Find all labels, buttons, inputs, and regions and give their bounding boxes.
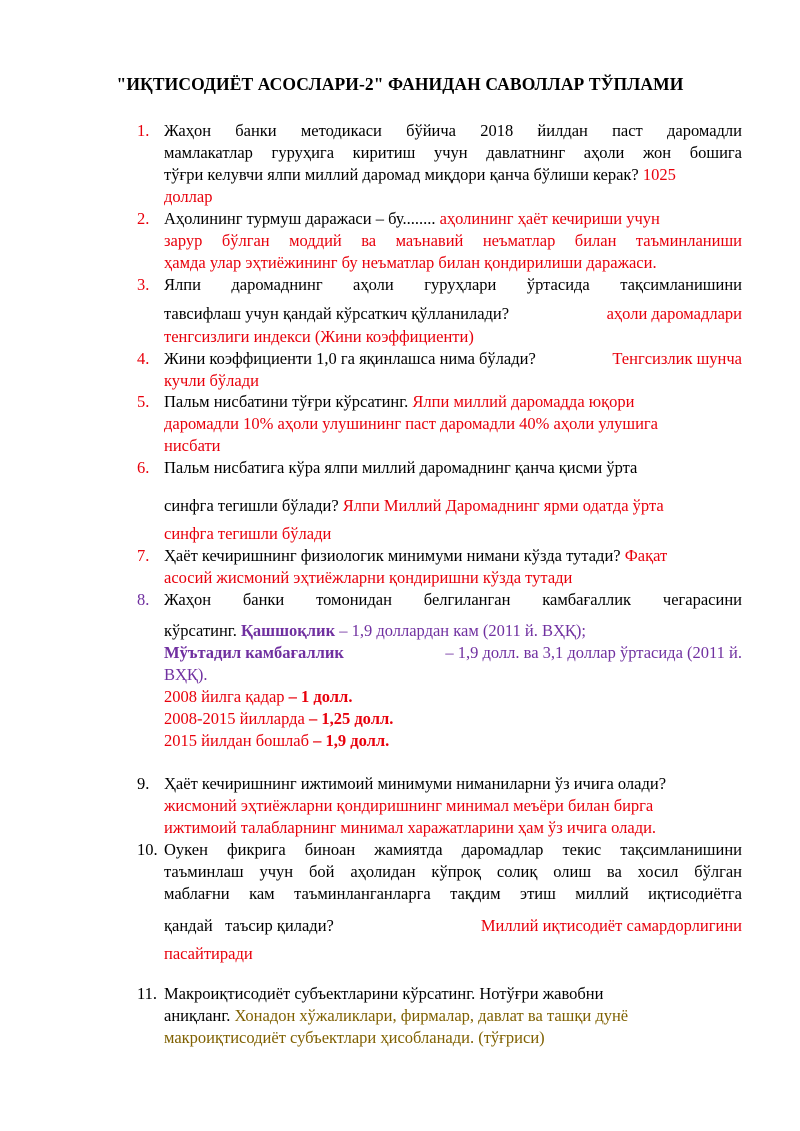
question-text: кўрсатинг. xyxy=(164,621,241,640)
answer-term: Мўътадил камбағаллик xyxy=(164,643,344,662)
answer-text: – 1,9 доллардан кам (2011 й. ВҲҚ); xyxy=(335,621,587,640)
question-text-line xyxy=(164,392,742,412)
question-text: қандай таъсир қилади? xyxy=(164,916,334,935)
question-text: Ҳаёт кечиришнинг ижтимоий минимуми ниманиларни ўз ичига олади? xyxy=(164,774,667,793)
answer-line xyxy=(164,687,742,707)
question-text: Аҳолининг турмуш даражаси – бу........ xyxy=(164,209,440,228)
question-number: 6. xyxy=(137,458,150,477)
question-number: 2. xyxy=(137,209,150,228)
answer-text: 1025 xyxy=(642,165,676,184)
answer-text: тенгсизлиги индекси (Жини коэффициенти) xyxy=(164,327,474,346)
answer-text: Ялпи миллий даромадда юқори xyxy=(412,392,635,411)
question-text-line xyxy=(164,916,742,936)
answer-line xyxy=(164,643,742,663)
question-text: Жини коэффициенти 1,0 га яқинлашса нима бўлади? xyxy=(164,349,536,368)
answer-text: – 1,9 долл. ва 3,1 доллар ўртасида (2011 й. xyxy=(445,643,742,662)
answer-text: Фақат xyxy=(624,546,668,565)
question-text-line xyxy=(164,349,742,369)
answer-text: 2008 йилга қадар xyxy=(164,687,289,706)
question-text: мамлакатлар гуруҳига киритиш учун давлатнинг аҳоли жон бошига xyxy=(164,143,742,162)
question-text-line xyxy=(164,165,742,185)
question-number: 7. xyxy=(137,546,150,565)
question-text-line xyxy=(164,496,742,516)
answer-text: ижтимоий талабларнинг минимал харажатларини ҳам ўз ичига олади. xyxy=(164,818,657,837)
question-text-line xyxy=(164,621,742,641)
question-text: Ҳаёт кечиришнинг физиологик минимуми нимани кўзда тутади? xyxy=(164,546,625,565)
question-text: тўғри келувчи ялпи миллий даромад миқдори қанча бўлиши керак? xyxy=(164,165,643,184)
answer-text: 2015 йилдан бошлаб xyxy=(164,731,314,750)
answer-text: 2008-2015 йилларда xyxy=(164,709,309,728)
answer-text: кучли бўлади xyxy=(164,371,259,390)
answer-text: жисмоний эҳтиёжларни қондиришнинг минимал меъёри билан бирга xyxy=(164,796,654,815)
answer-text: ҳамда улар эҳтиёжининг бу неъматлар билан қондирилиши даражаси. xyxy=(164,253,657,272)
answer-text: доллар xyxy=(164,187,213,206)
question-number: 3. xyxy=(137,275,150,294)
question-number: 5. xyxy=(137,392,150,411)
answer-term: Қашшоқлик xyxy=(240,621,336,640)
answer-text: синфга тегишли бўлади xyxy=(164,524,332,543)
question-text-line xyxy=(164,546,742,566)
answer-text: даромадли 10% аҳоли улушининг паст даромадли 40% аҳоли улушига xyxy=(164,414,658,433)
question-text: аниқланг. xyxy=(164,1006,235,1025)
answer-text: ВҲҚ). xyxy=(164,665,208,684)
answer-text: Миллий иқтисодиёт самардорлигини xyxy=(480,916,742,935)
question-text: Пальм нисбатига кўра ялпи миллий даромаднинг қанча қисми ўрта xyxy=(164,458,638,477)
answer-text: асосий жисмоний эҳтиёжларни қондиришни кўзда тутади xyxy=(164,568,573,587)
question-text-line xyxy=(164,304,742,324)
question-number: 11. xyxy=(137,984,158,1003)
question-number: 9. xyxy=(137,774,150,793)
question-text: Оукен фикрига биноан жамиятда даромадлар текис тақсимланишини xyxy=(164,840,742,859)
answer-value: – 1,9 долл. xyxy=(313,731,390,750)
question-text: Ялпи даромаднинг аҳоли гуруҳлари ўртасида тақсимланишини xyxy=(164,275,742,294)
question-text-line xyxy=(164,1006,742,1026)
answer-value: – 1,25 долл. xyxy=(308,709,394,728)
question-text: Жаҳон банки методикаси бўйича 2018 йилдан паст даромадли xyxy=(164,121,742,140)
question-text: Пальм нисбатини тўғри кўрсатинг. xyxy=(164,392,413,411)
answer-text: пасайтиради xyxy=(164,944,253,963)
answer-text: зарур бўлган моддий ва маънавий неъматлар билан таъминланиши xyxy=(164,231,742,250)
question-text: Жаҳон банки томонидан белгиланган камбағаллик чегарасини xyxy=(164,590,742,609)
answer-line xyxy=(164,709,742,729)
question-text: синфга тегишли бўлади? xyxy=(164,496,343,515)
question-number: 8. xyxy=(137,590,150,609)
question-text: Макроиқтисодиёт субъектларини кўрсатинг. Нотўғри жавобни xyxy=(164,984,604,1003)
answer-text: нисбати xyxy=(164,436,221,455)
question-number: 4. xyxy=(137,349,150,368)
answer-text: Хонадон хўжаликлари, фирмалар, давлат ва ташқи дунё xyxy=(234,1006,629,1025)
answer-text: аҳолининг ҳаёт кечириши учун xyxy=(439,209,660,228)
document-title: "ИҚТИСОДИЁТ АСОСЛАРИ-2" ФАНИДАН САВОЛЛАР ТЎПЛАМИ xyxy=(116,74,684,94)
answer-text: Ялпи Миллий Даромаднинг ярми одатда ўрта xyxy=(342,496,664,515)
answer-value: – 1 долл. xyxy=(288,687,353,706)
answer-line xyxy=(164,731,742,751)
question-text: маблағни кам таъминланганларга тақдим этиш миллий иқтисодиётга xyxy=(164,884,742,903)
question-text-line xyxy=(164,209,742,229)
question-number: 10. xyxy=(137,840,158,859)
answer-text: Тенгсизлик шунча xyxy=(612,349,742,368)
answer-text: аҳоли даромадлари xyxy=(606,304,742,323)
question-number: 1. xyxy=(137,121,150,140)
question-text: тавсифлаш учун қандай кўрсаткич қўлланилади? xyxy=(164,304,510,323)
answer-text: макроиқтисодиёт субъектлари ҳисобланади. (тўғриси) xyxy=(164,1028,545,1047)
question-text: таъминлаш учун бой аҳолидан кўпроқ солиқ олиш ва хосил бўлган xyxy=(164,862,742,881)
